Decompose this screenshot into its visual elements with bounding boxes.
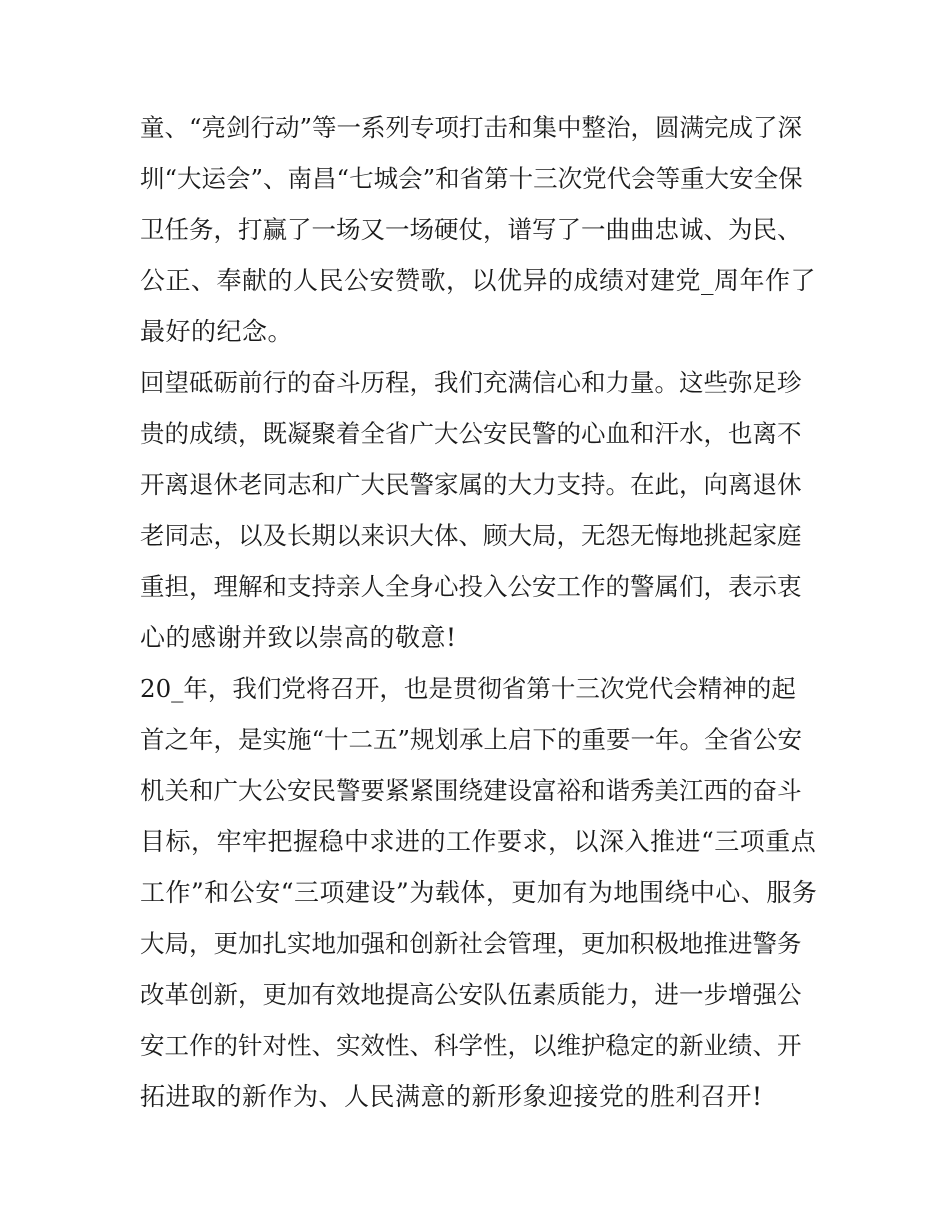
text-line: 心的感谢并致以崇高的敬意! <box>140 623 457 652</box>
text-line: 公正、奉献的人民公安赞歌，以优异的成绩对建党_周年作了 <box>140 266 817 295</box>
text-line: 大局，更加扎实地加强和创新社会管理，更加积极地推进警务 <box>140 929 802 958</box>
text-line: 重担，理解和支持亲人全身心投入公安工作的警属们，表示衷 <box>140 572 802 601</box>
text-line: 回望砥砺前行的奋斗历程，我们充满信心和力量。这些弥足珍 <box>140 368 802 397</box>
text-line: 机关和广大公安民警要紧紧围绕建设富裕和谐秀美江西的奋斗 <box>140 776 802 805</box>
text-line: 贵的成绩，既凝聚着全省广大公安民警的心血和汗水，也离不 <box>140 419 802 448</box>
text-line: 工作”和公安“三项建设”为载体，更加有为地围绕中心、服务 <box>140 878 818 907</box>
text-line: 安工作的针对性、实效性、科学性，以维护稳定的新业绩、开 <box>140 1031 802 1060</box>
text-line: 20_年，我们党将召开，也是贯彻省第十三次党代会精神的起 <box>140 674 796 703</box>
text-line: 卫任务，打赢了一场又一场硬仗，谱写了一曲曲忠诚、为民、 <box>140 215 802 244</box>
text-line: 圳“大运会”、南昌“七城会”和省第十三次党代会等重大安全保 <box>140 164 803 193</box>
text-line: 开离退休老同志和广大民警家属的大力支持。在此，向离退休 <box>140 470 802 499</box>
text-line: 拓进取的新作为、人民满意的新形象迎接党的胜利召开! <box>140 1082 763 1111</box>
text-line: 目标，牢牢把握稳中求进的工作要求，以深入推进“三项重点 <box>140 827 817 856</box>
text-line: 老同志，以及长期以来识大体、顾大局，无怨无悔地挑起家庭 <box>140 521 802 550</box>
text-line: 最好的纪念。 <box>140 317 294 346</box>
text-line: 首之年，是实施“十二五”规划承上启下的重要一年。全省公安 <box>140 725 803 754</box>
text-line: 童、“亮剑行动”等一系列专项打击和集中整治，圆满完成了深 <box>140 113 803 142</box>
text-line: 改革创新，更加有效地提高公安队伍素质能力，进一步增强公 <box>140 980 802 1009</box>
